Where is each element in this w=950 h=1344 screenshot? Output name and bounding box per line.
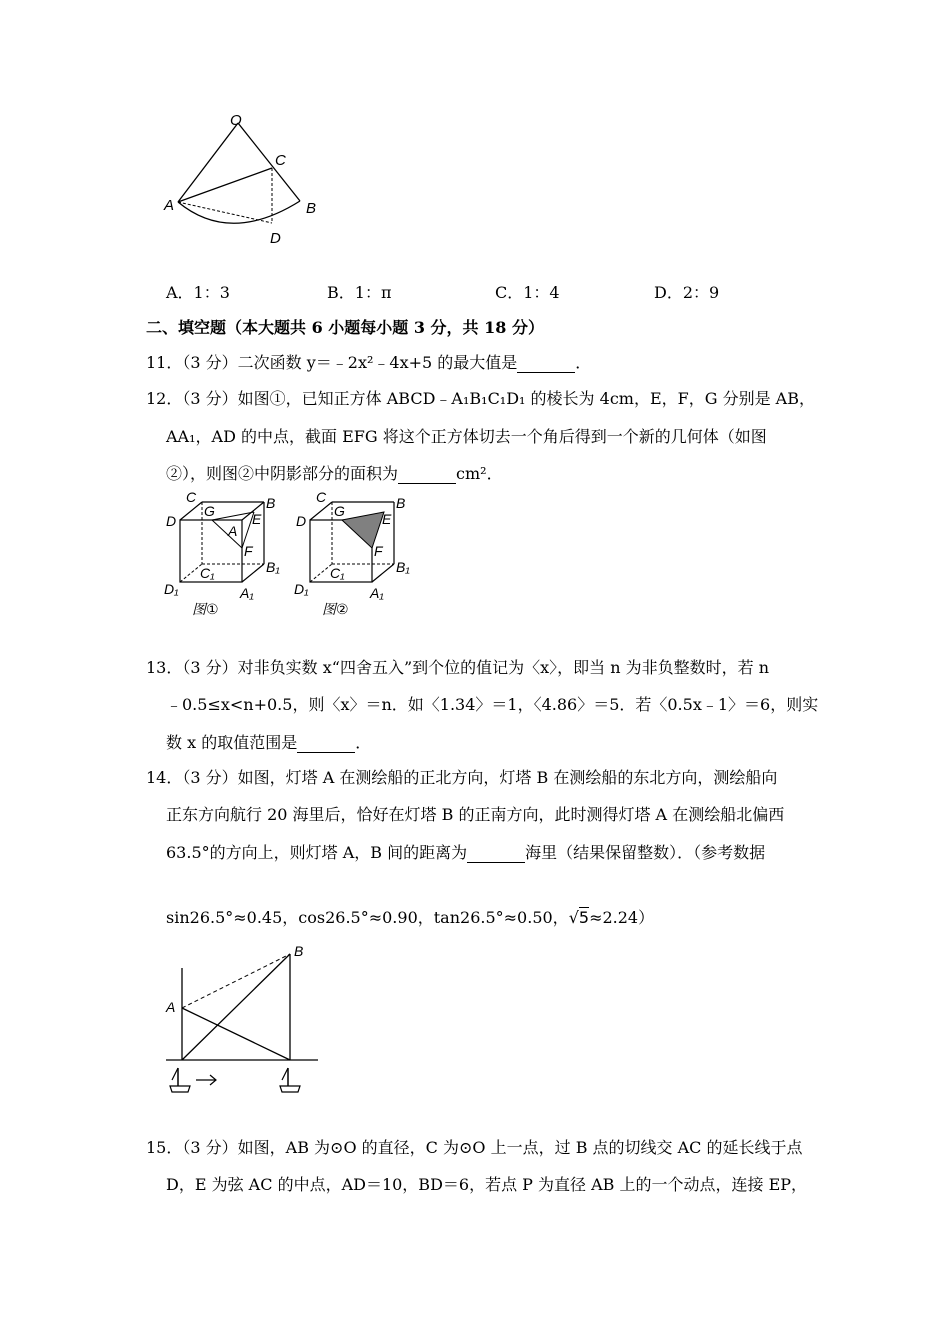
fig12a-label-b1: B₁ — [266, 559, 280, 575]
q14-text-line3a: 63.5°的方向上，则灯塔 A，B 间的距离为 — [166, 843, 468, 862]
fig14-label-a: A — [166, 999, 176, 1015]
q15-score: （3 分） — [182, 1138, 238, 1157]
q13-line1 — [146, 655, 769, 678]
q14-score: （3 分） — [182, 768, 238, 787]
fig10-label-d: D — [270, 230, 281, 247]
q13-score: （3 分） — [182, 658, 238, 677]
fig12b-label-a1: A₁ — [370, 585, 384, 601]
q14-figure — [160, 940, 330, 1100]
fig12a-label-b: B — [266, 495, 276, 511]
q11-answer-blank — [517, 353, 575, 373]
q13-text-line3: 数 x 的取值范围是 — [166, 733, 298, 752]
q15-number: 15． — [146, 1138, 183, 1157]
fig12a-label-d1: D₁ — [164, 581, 179, 597]
q11-number: 11． — [146, 353, 183, 372]
q15-text-line2: D，E 为弦 AC 的中点，AD＝10，BD＝6，若点 P 为直径 AB 上的一个动点，连接 EP， — [166, 1175, 808, 1194]
q13-line3: 数 x 的取值范围是 ． — [166, 733, 372, 752]
fig10-label-b: B — [306, 200, 317, 217]
fig12b-label-d1: D₁ — [294, 581, 309, 597]
q13-answer-blank — [297, 733, 355, 753]
fig12a-label-c: C — [186, 490, 197, 505]
fig12b-label-b1: B₁ — [396, 559, 410, 575]
q10-option-b: B．1：π — [327, 283, 392, 302]
q14-line4 — [166, 905, 654, 928]
fig12a-caption: 图① — [192, 601, 219, 617]
arrow-right-icon — [196, 1075, 216, 1085]
q11-text: 二次函数 y＝﹣2x²﹣4x+5 的最大值是 — [237, 353, 518, 372]
q10-option-c: C．1：4 — [495, 283, 560, 302]
q12-text-line3: ②），则图②中阴影部分的面积为 — [166, 464, 399, 483]
q15-text-line1: 如图，AB 为⊙O 的直径，C 为⊙O 上一点，过 B 点的切线交 AC 的延长线于点 — [237, 1138, 803, 1157]
fig12a-label-e: E — [252, 511, 262, 527]
fig12a-label-a1: A₁ — [240, 585, 254, 601]
q13-text-line1: 对非负实数 x“四舍五入”到个位的值记为〈x〉，即当 n 为非负整数时，若 n — [237, 658, 770, 677]
q15-line1 — [146, 1135, 803, 1158]
boat-icon — [170, 1068, 190, 1092]
fig12a-label-d: D — [166, 513, 177, 529]
fig12b-label-c1: C₁ — [330, 565, 345, 581]
q14-answer-blank — [467, 843, 525, 863]
fig14-label-b: B — [294, 943, 304, 959]
q11: 11．（3 分）二次函数 y＝﹣2x²﹣4x+5 的最大值是 ． — [146, 353, 592, 372]
fig10-label-c: C — [275, 152, 286, 169]
q13-number: 13． — [146, 658, 183, 677]
fig12b-label-f: F — [374, 543, 383, 559]
q10-option-a: A．1：3 — [166, 283, 230, 302]
fig10-label-a: A — [164, 197, 175, 214]
q10-figure — [160, 105, 330, 250]
q12-score: （3 分） — [182, 389, 238, 408]
fig12a-label-f: F — [244, 543, 253, 559]
fig12a-label-c1: C₁ — [200, 565, 215, 581]
sqrt-radicand: 5 — [578, 908, 590, 927]
q13-text-line2: ﹣0.5≤x<n+0.5，则〈x〉＝n．如〈1.34〉＝1，〈4.86〉＝5．若〈0.5x﹣1〉＝6，则实 — [166, 695, 819, 714]
q12-line1 — [146, 386, 815, 409]
q12-answer-blank — [398, 464, 456, 484]
q14-text-line4b: ≈2.24） — [589, 908, 655, 927]
fig12a-label-g: G — [204, 503, 215, 519]
q12-number: 12． — [146, 389, 183, 408]
q14-text-line2: 正东方向航行 20 海里后，恰好在灯塔 B 的正南方向，此时测得灯塔 A 在测绘船北偏西 — [166, 805, 785, 824]
sqrt-symbol: √ — [568, 908, 579, 927]
section-title: 二、填空题（本大题共 6 小题每小题 3 分，共 18 分） — [146, 318, 544, 337]
q14-line3 — [166, 840, 765, 863]
q11-score: （3 分） — [182, 353, 238, 372]
q14-text-line4: sin26.5°≈0.45，cos26.5°≈0.90，tan26.5°≈0.50， — [166, 908, 569, 927]
q12-text-line2: AA₁，AD 的中点，截面 EFG 将这个正方体切去一个角后得到一个新的几何体（如图 — [166, 427, 767, 446]
q14-text-line1: 如图，灯塔 A 在测绘船的正北方向，灯塔 B 在测绘船的东北方向，测绘船向 — [237, 768, 778, 787]
fig12a-label-a: A — [228, 523, 238, 539]
q10-option-d: D．2：9 — [654, 283, 720, 302]
q12-figure-2 — [290, 490, 420, 620]
q12-text-line1: 如图①，已知正方体 ABCD﹣A₁B₁C₁D₁ 的棱长为 4cm，E，F，G 分别是 AB， — [237, 389, 815, 408]
q12-line3 — [166, 461, 503, 484]
q14-number: 14． — [146, 768, 183, 787]
q12-figure-1 — [160, 490, 290, 620]
q14-text-line3b: 海里（结果保留整数）．（参考数据 — [525, 843, 766, 862]
q12-unit: cm²． — [456, 464, 503, 483]
fig12b-label-c: C — [316, 490, 327, 505]
fig10-label-o: O — [230, 112, 242, 129]
fig12b-label-b: B — [396, 495, 406, 511]
boat-icon — [280, 1068, 300, 1092]
fig12b-caption: 图② — [322, 601, 349, 617]
q14-line1 — [146, 765, 777, 788]
fig12b-label-g: G — [334, 503, 345, 519]
fig12b-label-d: D — [296, 513, 307, 529]
fig12b-label-e: E — [382, 511, 392, 527]
